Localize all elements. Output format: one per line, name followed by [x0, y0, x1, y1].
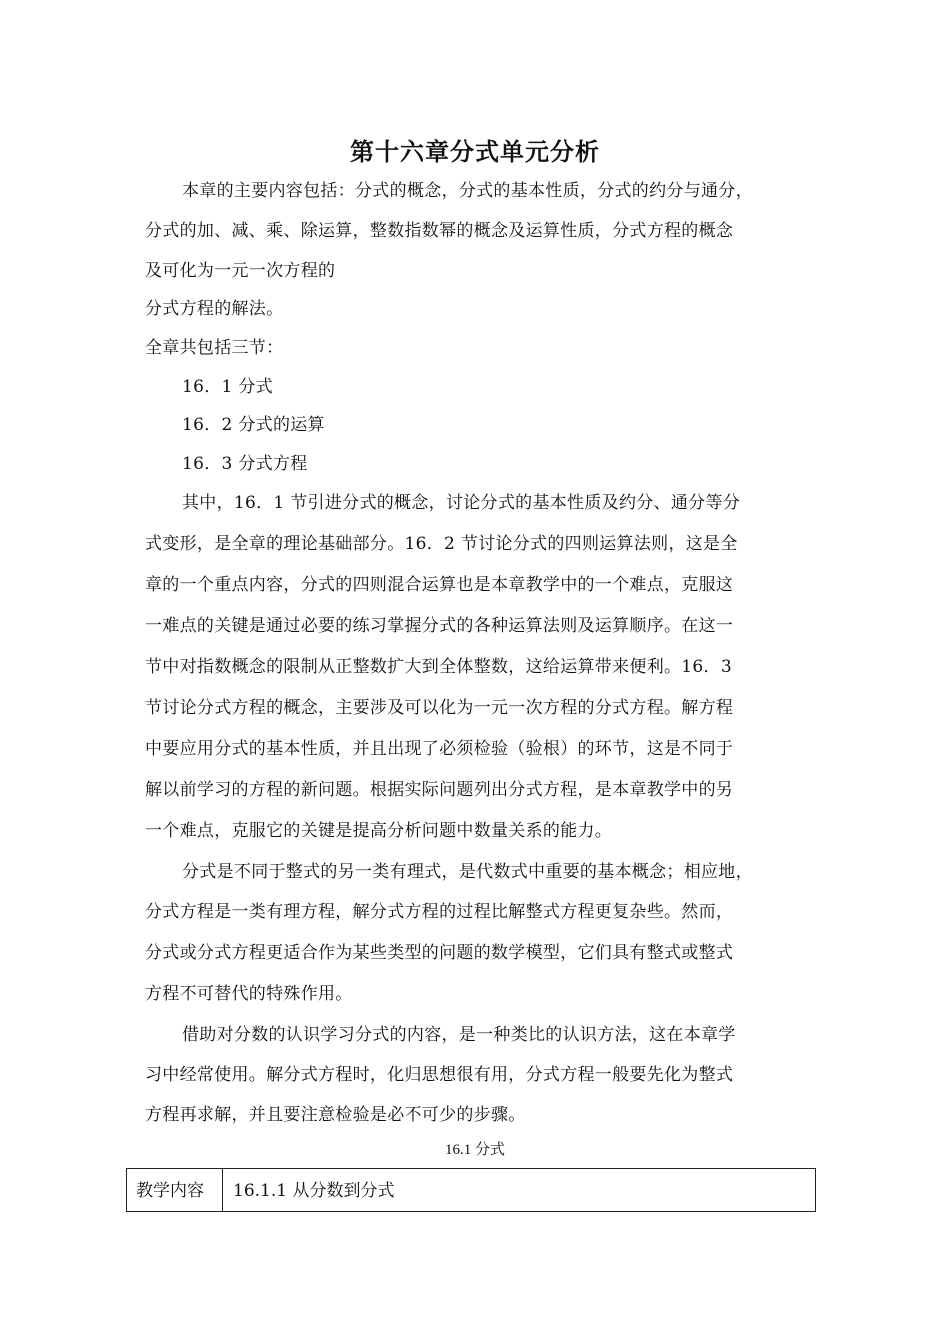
paragraph-line: 节讨论分式方程的概念，主要涉及可以化为一元一次方程的分式方程。解方程 — [145, 698, 734, 718]
section-list-item: 16．1 分式 — [182, 377, 273, 397]
paragraph-line: 章的一个重点内容，分式的四则混合运算也是本章教学中的一个难点，克服这 — [145, 575, 734, 595]
paragraph-line: 全章共包括三节： — [145, 338, 284, 358]
paragraph-line: 其中，16．1 节引进分式的概念，讨论分式的基本性质及约分、通分等分 — [182, 493, 741, 513]
section-list-item: 16．3 分式方程 — [182, 454, 308, 474]
paragraph-line: 中要应用分式的基本性质，并且出现了必须检验（验根）的环节，这是不同于 — [145, 739, 734, 759]
paragraph-line: 及可化为一元一次方程的 — [145, 261, 336, 281]
section-caption: 16.1 分式 — [444, 1142, 505, 1158]
paragraph-line: 一个难点，克服它的关键是提高分析问题中数量关系的能力。 — [145, 821, 613, 841]
paragraph-line: 分式或分式方程更适合作为某些类型的问题的数学模型，它们具有整式或整式 — [145, 943, 734, 963]
table-value-cell: 16.1.1 从分数到分式 — [233, 1181, 395, 1201]
paragraph-line: 分式方程是一类有理方程，解分式方程的过程比解整式方程更复杂些。然而， — [145, 902, 734, 922]
paragraph-line: 一难点的关键是通过必要的练习掌握分式的各种运算法则及运算顺序。在这一 — [145, 616, 734, 636]
paragraph-line: 方程再求解，并且要注意检验是必不可少的步骤。 — [145, 1105, 526, 1125]
paragraph-line: 分式的加、减、乘、除运算，整数指数幂的概念及运算性质，分式方程的概念 — [145, 221, 734, 241]
page-title: 第十六章分式单元分析 — [350, 137, 600, 166]
table-label-cell: 教学内容 — [127, 1169, 223, 1211]
paragraph-line: 分式是不同于整式的另一类有理式，是代数式中重要的基本概念；相应地， — [182, 862, 753, 882]
section-list-item: 16．2 分式的运算 — [182, 415, 325, 435]
paragraph-line: 本章的主要内容包括：分式的概念，分式的基本性质，分式的约分与通分， — [182, 181, 753, 201]
paragraph-line: 分式方程的解法。 — [145, 299, 284, 319]
paragraph-line: 节中对指数概念的限制从正整数扩大到全体整数，这给运算带来便利。16．3 — [145, 657, 732, 677]
paragraph-line: 解以前学习的方程的新问题。根据实际问题列出分式方程，是本章教学中的另 — [145, 780, 734, 800]
paragraph-line: 借助对分数的认识学习分式的内容，是一种类比的认识方法，这在本章学 — [182, 1025, 736, 1045]
paragraph-line: 方程不可替代的特殊作用。 — [145, 984, 353, 1004]
paragraph-line: 式变形，是全章的理论基础部分。16．2 节讨论分式的四则运算法则，这是全 — [145, 534, 738, 554]
paragraph-line: 习中经常使用。解分式方程时，化归思想很有用，分式方程一般要先化为整式 — [145, 1065, 734, 1085]
lesson-table — [126, 1168, 816, 1212]
